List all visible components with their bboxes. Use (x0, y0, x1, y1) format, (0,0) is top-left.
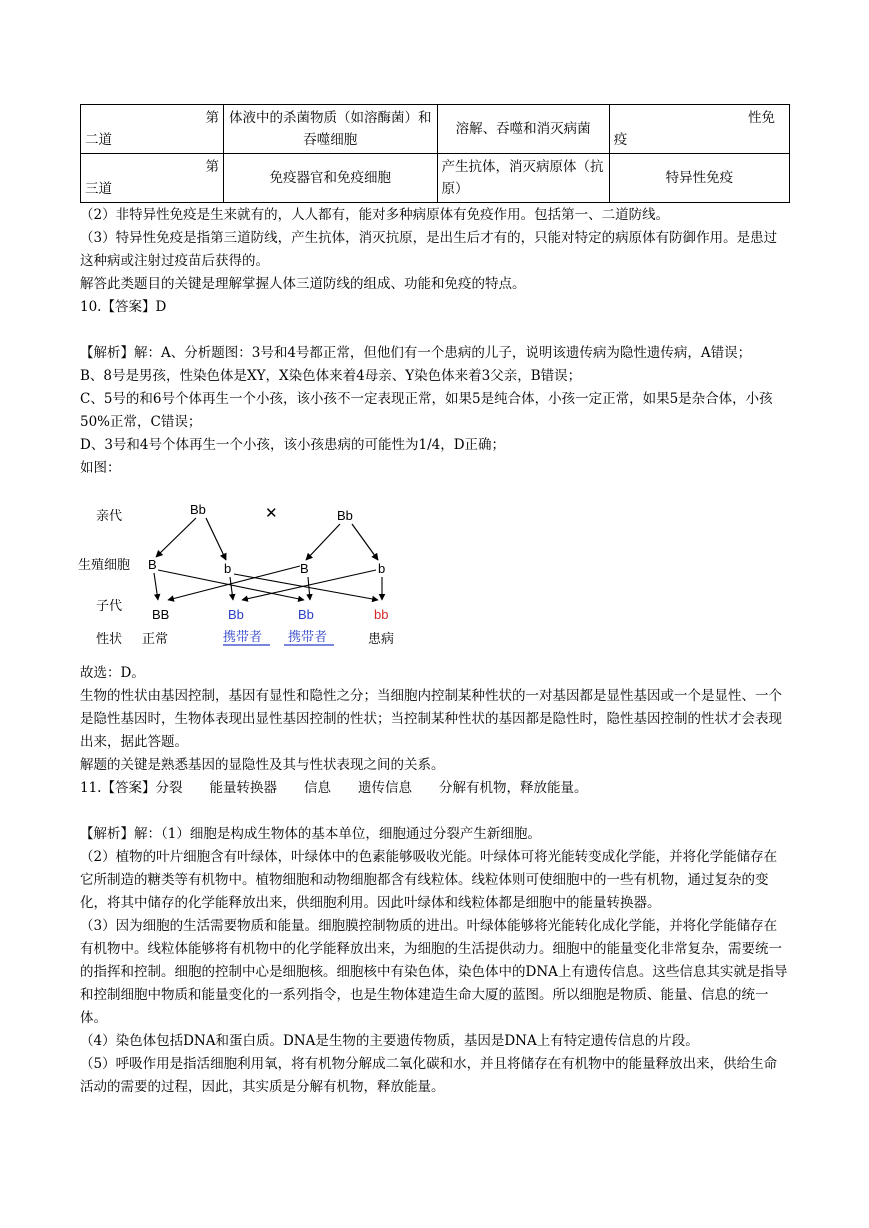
offspring-genotype: bb (374, 607, 389, 622)
paragraph: （4）染色体包括DNA和蛋白质。DNA是生物的主要遗传物质，基因是DNA上有特定遗传信息的片段。 (80, 1033, 699, 1049)
answer-heading-11: 11.【答案】分裂 能量转换器 信息 遗传信息 分解有机物，释放能量。 (80, 780, 588, 796)
gamete: b (224, 561, 232, 576)
offspring-genotype: BB (152, 607, 170, 622)
genetic-cross-diagram (78, 500, 428, 650)
row-label-gametes: 生殖细胞 (78, 557, 131, 572)
table-cell-function: 产生抗体，消灭病原体（抗原） (437, 154, 609, 203)
trait-label: 正常 (142, 631, 169, 646)
gamete: b (378, 561, 386, 576)
paragraph: 生物的性状由基因控制，基因有显性和隐性之分；当细胞内控制某种性状的一对基因都是显性基因或一个是显性、一个是隐性基因时，生物体表现出显性基因控制的性状；当控制某种性状的基因都是隐性时，隐性基因控制的性状才会表现出来，据此答题。 (80, 688, 782, 750)
cell-text: 性免 (748, 110, 775, 126)
immune-defense-table (80, 104, 790, 203)
cell-text: 第 (205, 159, 219, 175)
paragraph: D、3号和4号个体再生一个小孩，该小孩患病的可能性为1/4，D正确； (80, 437, 506, 453)
cell-text: 第 (205, 110, 219, 126)
table-row (81, 105, 790, 154)
paragraph: 【解析】解：A、分析题图：3号和4号都正常，但他们有一个患病的儿子，说明该遗传病为隐性遗传病，A错误； (80, 345, 752, 361)
q11-analysis (80, 823, 790, 1099)
table-row (81, 154, 790, 203)
text-block-after-diagram (80, 662, 790, 800)
row-label-traits: 性状 (96, 631, 123, 646)
q10-analysis (80, 342, 790, 480)
answer-heading-10: 10.【答案】D (80, 299, 167, 315)
gamete-offspring-arrows (154, 566, 382, 600)
paragraph: （3）因为细胞的生活需要物质和能量。细胞膜控制物质的进出。叶绿体能够将光能转化成化学能，并将化学能储存在有机物中。线粒体能够将有机物中的化学能释放出来，为细胞的生活提供动力。细胞中的能量变化非常复杂，需要统一的指挥和控制。细胞的控制中心是细胞核。细胞核中有染色体，染色体中的DNA上有遗传信息。这些信息其实就是指导和控制细胞中物质和能量变化的一系列指令，也是生物体建造生命大厦的蓝图。所以细胞是物质、能量、信息的统一体。 (80, 918, 788, 1026)
cell-text: 三道 (85, 181, 112, 197)
paragraph: C、5号的和6号个体再生一个小孩，该小孩不一定表现正常，如果5是纯合体，小孩一定正常，如果5是杂合体，小孩50%正常，C错误； (80, 391, 773, 430)
paragraph: （2）植物的叶片细胞含有叶绿体，叶绿体中的色素能够吸收光能。叶绿体可将光能转变成化学能，并将化学能储存在它所制造的糖类等有机物中。植物细胞和动物细胞都含有线粒体。线粒体则可使细胞中的一些有机物，通过复杂的变化，将其中储存的化学能释放出来，供细胞利用。因此叶绿体和线粒体都是细胞中的能量转换器。 (80, 849, 778, 911)
trait-label: 携带者 (223, 629, 263, 644)
table-cell-type: 特异性免疫 (609, 154, 789, 203)
trait-label: 携带者 (288, 629, 328, 644)
table-cell-line (81, 105, 224, 154)
text-block-top (80, 204, 790, 319)
paragraph: （5）呼吸作用是指活细胞利用氧，将有机物分解成二氧化碳和水，并且将储存在有机物中的能量释放出来，供给生命活动的需要的过程，因此，其实质是分解有机物，释放能量。 (80, 1056, 778, 1095)
paragraph: 如图： (80, 460, 121, 476)
paragraph: （2）非特异性免疫是生来就有的，人人都有，能对多种病原体有免疫作用。包括第一、二道防线。 (80, 207, 670, 223)
cross-symbol: ✕ (265, 505, 278, 522)
table-cell-function: 溶解、吞噬和消灭病菌 (437, 105, 609, 154)
table-cell-components: 免疫器官和免疫细胞 (224, 154, 438, 203)
paragraph: 解题的关键是熟悉基因的显隐性及其与性状表现之间的关系。 (80, 757, 445, 773)
parent-genotype: Bb (190, 502, 206, 517)
parent-genotype: Bb (337, 508, 353, 523)
gamete: B (300, 561, 309, 576)
table-cell-line (81, 154, 224, 203)
paragraph: 解答此类题目的关键是理解掌握人体三道防线的组成、功能和免疫的特点。 (80, 276, 526, 292)
gamete: B (148, 557, 157, 572)
offspring-genotype: Bb (228, 607, 244, 622)
table-cell-components: 体液中的杀菌物质（如溶酶菌）和吞噬细胞 (224, 105, 438, 154)
paragraph: 故选：D。 (80, 665, 145, 681)
cell-text: 二道 (85, 132, 112, 148)
row-label-parent: 亲代 (96, 508, 123, 523)
parent-gamete-arrows (156, 518, 378, 560)
row-label-offspring: 子代 (96, 598, 123, 613)
offspring-genotype: Bb (298, 607, 314, 622)
paragraph: 【解析】解：（1）细胞是构成生物体的基本单位，细胞通过分裂产生新细胞。 (80, 826, 541, 842)
paragraph: B、8号是男孩，性染色体是XY，X染色体来着4母亲、Y染色体来着3父亲，B错误； (80, 368, 582, 384)
paragraph: （3）特异性免疫是指第三道防线，产生抗体，消灭抗原，是出生后才有的，只能对特定的病原体有防御作用。是患过这种病或注射过疫苗后获得的。 (80, 230, 778, 269)
table-cell-type (609, 105, 789, 154)
trait-label: 患病 (368, 631, 395, 646)
cell-text: 疫 (613, 132, 628, 148)
